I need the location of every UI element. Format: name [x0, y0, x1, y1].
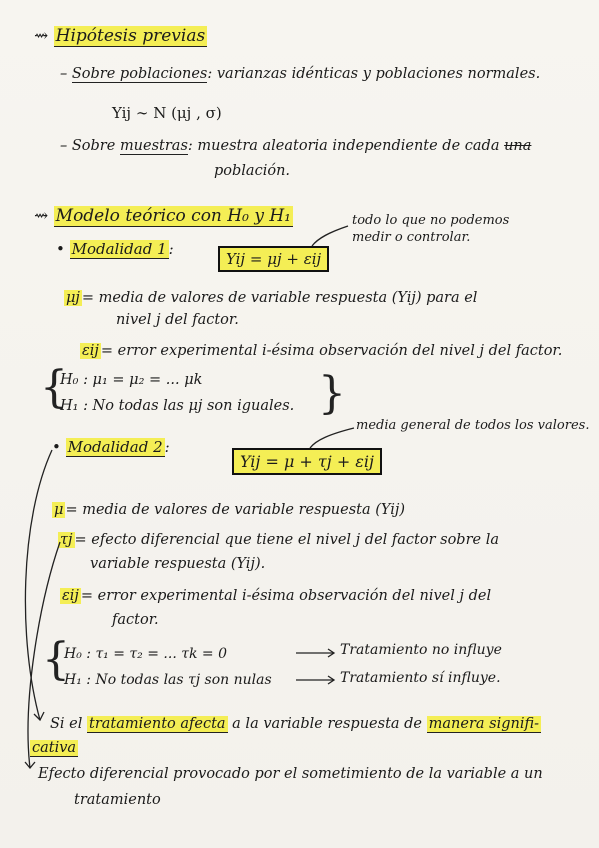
h1-mod2: H₁ : No todas las τj son nulas: [64, 672, 272, 688]
left-brace-mod2: {: [42, 634, 70, 685]
samples-prefix: Sobre: [71, 138, 120, 154]
footer-mid: a la variable respuesta de: [227, 716, 427, 732]
mu-j-line2: nivel j del factor.: [116, 312, 239, 328]
footer-hl1: tratamiento afecta: [89, 716, 226, 732]
populations-line: – Sobre poblaciones: varianzas idénticas y poblaciones normales.: [60, 66, 541, 82]
samples-text: : muestra aleatoria independiente de cada: [187, 138, 500, 154]
h1-result: Tratamiento sí influye.: [340, 670, 501, 686]
footer-hl2: manera signifi-: [428, 716, 540, 732]
curve-to-footer2: [28, 542, 60, 768]
tau-symbol: τj: [60, 532, 73, 548]
arrow-marker-icon: ⇝: [34, 206, 49, 226]
footer-prefix: Si el: [50, 716, 88, 732]
note-arrow: [312, 226, 348, 246]
distribution-formula: Yij ∼ N (μj , σ): [112, 104, 222, 122]
mod1-label: Modalidad 1: [71, 240, 167, 258]
mod2-note-arrow: [310, 428, 354, 448]
mod2-label: Modalidad 2: [67, 438, 163, 456]
h1-mod1: H₁ : No todas las μj son iguales.: [60, 398, 295, 414]
mod2-formula-box: Yij = μ + τj + εij: [232, 448, 382, 475]
eps-symbol: εij: [82, 343, 99, 359]
tau-line2: variable respuesta (Yij).: [90, 556, 266, 572]
tau-text: = efecto diferencial que tiene el nivel j del factor sobre la: [74, 532, 499, 548]
samples-line: – Sobre muestras: muestra aleatoria independiente de cada una: [60, 138, 532, 154]
populations-text: : varianzas idénticas y poblaciones normales.: [207, 66, 541, 82]
mod2-note: media general de todos los valores.: [356, 418, 590, 433]
eps2-symbol: εij: [62, 588, 79, 604]
struck-word: una: [504, 138, 532, 154]
mod1-label-line: • Modalidad 1 :: [56, 240, 174, 258]
footer-line3: tratamiento: [74, 792, 161, 808]
mod2-label-line: • Modalidad 2 :: [52, 438, 170, 456]
eps2-text: = error experimental i-ésima observación del nivel j del: [80, 588, 492, 604]
eps-text: = error experimental i-ésima observación del nivel j del factor.: [100, 343, 563, 359]
footer-line2: Efecto diferencial provocado por el sometimiento de la variable a un: [38, 766, 543, 782]
eps2-line2: factor.: [112, 612, 159, 628]
error-note: todo lo que no podemos medir o controlar.: [352, 213, 510, 245]
mu-j-symbol: μj: [66, 290, 80, 306]
samples-label: muestras: [119, 138, 188, 154]
h0-mod2: H₀ : τ₁ = τ₂ = ... τk = 0: [64, 646, 227, 662]
arrow-marker-icon: ⇝: [34, 26, 49, 46]
section1-title: Hipótesis previas: [55, 26, 206, 46]
left-brace-mod1: {: [40, 362, 68, 413]
footer-hl3: cativa: [32, 740, 77, 756]
right-brace-mod1: }: [318, 368, 346, 419]
h0-mod1: H₀ : μ₁ = μ₂ = ... μk: [60, 372, 203, 388]
populations-label: Sobre poblaciones: [71, 66, 208, 82]
mod1-formula-box: Yij = μj + εij: [218, 246, 329, 272]
samples-line2: población.: [214, 163, 291, 179]
mu-symbol: μ: [54, 502, 64, 518]
h0-result: Tratamiento no influye: [340, 642, 502, 658]
section2-title: Modelo teórico con H₀ y H₁: [55, 206, 291, 226]
mu-j-text: = media de valores de variable respuesta (Yij) para el: [81, 290, 478, 306]
mu-text: = media de valores de variable respuesta (Yij): [65, 502, 406, 518]
